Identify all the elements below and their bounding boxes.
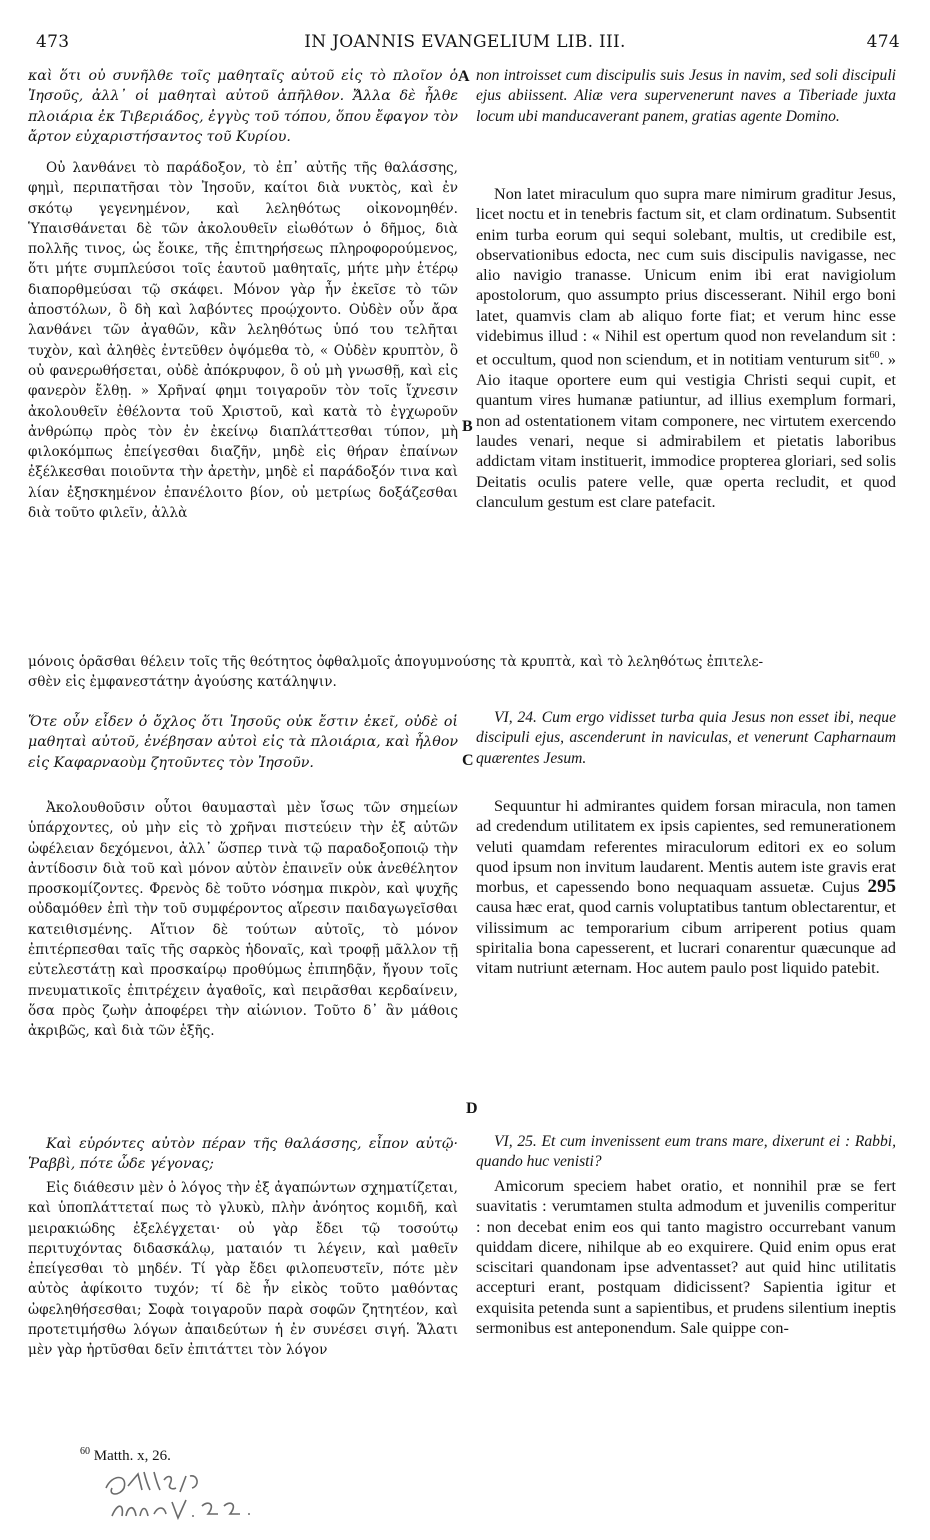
latin-commentary-1 (476, 184, 896, 512)
latin-commentary-2-text: Sequuntur hi admirantes quidem forsan miracula, non tamen ad credendum utilitatem ex ipsis capientes, sed remunerationem veluti quamdam referentes miraculorum editori ex eo solum quod ipsum non invitum laudarent. Mentis autem iste gravis erat morbus, et capessendo bono nequaquam assuetæ. Cujus (476, 797, 896, 897)
page-number-left: 473 (36, 32, 70, 52)
greek-verse-2: Ὅτε οὖν εἶδεν ὁ ὄχλος ὅτι Ἰησοῦς οὐκ ἔστιν ἐκεῖ, οὐδὲ οἱ μαθηταὶ αὐτοῦ, ἐνέβησαν αὐτοὶ εἰς τὰ πλοιάρια, καὶ ἦλθον εἰς Καφαρναοὺμ ζητοῦντες τὸν Ἰησοῦν. (28, 714, 458, 771)
greek-commentary-2: Ἀκολουθοῦσιν οὗτοι θαυμασταὶ μὲν ἴσως τῶν σημείων ὑπάρχοντες, οὐ μὴν εἰς τὸ χρῆναι πιστεύειν τὴν ἐξ αὐτῶν ὠφέλειαν δεχόμενοι, ἀλλ᾽ ὥσπερ τινὰ τῷ παραδοξοποιῷ τὴν ἀντίδοσιν διὰ τοῦ καὶ μόνον αὐτὸν ἐπαινεῖν οὐκ ἀνεθέλητον προσκομίζοντες. Φρενὸς δὲ τοῦτο νόσημα πικρὸν, καὶ ψυχῆς οὐδαμόθεν ἐπὶ τὴν τοῦ συμφέροντος αἵρεσιν παιδαγωγεῖσθαι κατειθισμένης. Αἴτιον δὲ τούτων αὐτοῖς, τὸ μόνον ἐπιτέρπεσθαι ταῖς τῆς σαρκὸς ἡδοναῖς, καὶ τροφῇ μᾶλλον τῇ εὐτελεστάτῃ καὶ προσκαίρῳ προθύμως ἐπιπηδᾷν, ἤγουν τοῖς πνευματικοῖς ἐπιτρέχειν ἀγαθοῖς, καὶ πειρᾶσθαι κερδαίνειν, ὅσα πρὸς ζωὴν ἀποφέρει τὴν αἰώνιον. Τοῦτο δ᾽ ἂν μάθοις ἀκριβῶς, καὶ διὰ τῶν ἑξῆς. (28, 800, 458, 1040)
greek-verse-3: Καὶ εὑρόντες αὐτὸν πέραν τῆς θαλάσσης, εἶπον αὐτῷ· Ῥαββὶ, πότε ὧδε γέγονας; (28, 1136, 458, 1173)
footnote (80, 1446, 171, 1465)
latin-commentary-1-continued: . » Aio itaque oportere eum qui vestigia Christi sequi cupit, et quantum vires humanæ patiuntur, ad illius exemplum formari, non ad ostentationem vitam componere, nec virtutem exercendo laudes venari, neque si admirabilem et pietatis laboribus addictam vitam instituerit, immodice propterea gloriari, sed solis Deitatis oculis patere velle, quæ operta recludit, et quod clanculum gestum est clare patefacit. (476, 350, 896, 511)
latin-commentary-1-text: Non latet miraculum quo supra mare nimirum graditur Jesus, licet noctu et in tenebris factum sit, et clam ordinatum. Subsentit enim turba eorum qui sequi solebant, multis, ut credibile est, observationibus edocta, nec cum suis discipulis navigasse, nec alio navigio tranasse. Unicum enim ibi erat navigiolum apostolorum, quo assumpto prius discesserant. Nihil ergo boni latet, quamvis clam ab aliquo forte fiat; et verum hinc esse videbimus illud : « Nihil est opertum quod non revelandum sit : et occultum, quod non sciendum, et in notitiam venturum sit (476, 185, 896, 369)
greek-commentary-3: Εἰς διάθεσιν μὲν ὁ λόγος τὴν ἐξ ἀγαπώντων σχηματίζεται, καὶ ὑποπλάττεταί πως τὸ γλυκὺ, πλὴν ἀνόητος κομιδῆ, καὶ μειρακιώδης ἐξελέγχεται· οὐ γὰρ ἔδει τῷ τοσούτῳ περιτυχόντας διδασκάλῳ, ματαιόν τι λέγειν, καὶ μαθεῖν ἐπείγεσθαι τὸ μηδέν. Τί γὰρ ἔδει φιλοπευστεῖν, πότε μὲν αὐτὸς ἀφίκοιτο τυχόν; τί δὲ ἦν εἰκὸς τοῦτο μαθόντας ὠφεληθήσεσθαι; Σοφὰ τοιγαροῦν παρὰ σοφῶν ζητητέον, καὶ προτετιμήσθω λόγων ἀπαιδεύτων ἡ ἐν συνέσει σιγή. Ἅλατι μὲν γὰρ ἠρτῦσθαι δεῖν ἐπιτάττει τὸν λόγον (28, 1180, 458, 1359)
page-number-right: 474 (866, 32, 900, 52)
running-header (30, 30, 900, 58)
latin-verse-3: VI, 25. Et cum invenissent eum trans mare, dixerunt ei : Rabbi, quando huc venisti? (476, 1133, 896, 1171)
greek-spanning-lines (28, 652, 904, 693)
latin-commentary-3: Amicorum speciem habet oratio, et nonnihil præ se fert suavitatis : verumtamen stulta admodum et juvenilis comperitur : non decebat enim eos qui tanto magistro occurrebant vanum quiddam dicere, nihilque ab eo exquirere. Quid enim opus erat sciscitari quandonam ipse adventasset? aut quid hinc utilitatis accepturi erant, postquam didicissent? Sapientia igitur et exquisita petenda sunt a sapientibus, et prudens silentium ineptis sermonibus est anteponendum. Sale quippe con- (476, 1177, 896, 1338)
footnote-number: 60 (80, 1446, 90, 1457)
margin-marker-d: D (466, 1100, 478, 1117)
margin-marker-b: B (462, 418, 473, 435)
latin-verse-1: non introisset cum discipulis suis Jesus in navim, sed soli discipuli ejus abiissent. Aliæ vera supervenerunt naves a Tiberiade juxta locum ubi manducaverant panem, gratias agente Domino. (476, 67, 896, 125)
footnote-text: Matth. x, 26. (93, 1448, 171, 1464)
latin-commentary-2-continued: causa hæc erat, quod carnis voluptatibus tantum oblectarentur, et vilissimum ac temporarium cibum arriperent potius quam spiritalia bona capesserent, et lucrari conarentur quæcunque ad vitam nutriunt æternam. Hoc autem paulo post liquido patebit. (476, 898, 896, 978)
margin-marker-c: C (462, 752, 474, 769)
greek-verse-1: καὶ ὅτι οὐ συνῆλθε τοῖς μαθηταῖς αὐτοῦ εἰς τὸ πλοῖον ὁ Ἰησοῦς, ἀλλ᾽ οἱ μαθηταὶ αὐτοῦ ἀπῆλθον. Ἄλλα δὲ ἦλθε πλοιάρια ἐκ Τιβεριάδος, ἐγγὺς τοῦ τόπου, ὅπου ἔφαγον τὸν ἄρτον εὐχαριστήσαντος τοῦ Κυρίου. (28, 68, 458, 145)
latin-commentary-2 (476, 796, 896, 979)
handwritten-annotation (98, 1466, 298, 1526)
footnote-reference: 60 (869, 350, 880, 362)
page-title: IN JOANNIS EVANGELIUM LIB. III. (304, 32, 626, 52)
latin-verse-2: VI, 24. Cum ergo vidisset turba quia Jesus non esset ibi, neque discipuli ejus, ascenderunt in naviculas, et venerunt Capharnaum quærentes Jesum. (476, 709, 896, 767)
migne-column-number: 295 (867, 876, 896, 898)
greek-spanning-line-2: σθὲν εἰς ἐμφανεστάτην ἀγούσης κατάληψιν. (28, 674, 337, 691)
greek-commentary-1: Οὐ λανθάνει τὸ παράδοξον, τὸ ἐπ᾽ αὐτῆς τῆς θαλάσσης, φημὶ, περιπατῆσαι τὸν Ἰησοῦν, καίτοι διὰ νυκτὸς, καὶ ἐν σκότῳ γεγενημένον, καὶ λεληθότως οἰκονομηθέν. Ὑπαισθάνεται δὲ τῶν ἀκολουθεῖν εἰωθότων ὁ δῆμος, διὰ πολλῆς τινος, ὡς ἔοικε, τῆς ἐπιτηρήσεως πληροφορούμενος, ὅτι μήτε συμπλεύσοι τοῖς ἑαυτοῦ μαθηταῖς, μήτε μὴν ἑτέρῳ διαπορθμεύσαι τῷ σκάφει. Μόνον γὰρ ἦν ἐκεῖσε τὸ τῶν ἀποστόλων, ὃ δὴ καὶ λαβόντες προῴχοντο. Οὐδὲν οὖν ἄρα λανθάνει τῶν ἀγαθῶν, κἂν λεληθότως ὑπό του τελῆται τυχὸν, καὶ ἀληθὲς ἐντεῦθεν ὀψόμεθα τὸ, « Οὐδὲν κρυπτὸν, ὃ οὐ φανερωθήσεται, οὐδὲ ἀπόκρυφον, ὃ οὐ μὴ γνωσθῇ, καὶ εἰς φανερὸν ἔλθῃ. » Χρῆναί φημι τοιγαροῦν τὸν τοῖς ἴχνεσιν ἀκολουθεῖν ἐθέλοντα τοῦ Χριστοῦ, καὶ κατὰ τὸ ἐγχωροῦν ἀνθρώπῳ πρὸς τὸν ἐν ἐκείνῳ διαπλάττεσθαι τύπον, μὴ φιλοκόμπως ἐπείγεσθαι διαζῆν, μηδὲ εἰς θήραν ἐπαίνων ἐξέλκεσθαι ποιοῦντα τὴν ἀρετὴν, μηδὲ εἰ παράδοξόν τινα καὶ λίαν ἐξησκημένον ἐπανέλοιτο βίον, οὐ μετρίως δοξάζεσθαι διὰ τοῦτο φιλεῖν, ἀλλὰ (28, 160, 458, 522)
greek-spanning-line-1: μόνοις ὁρᾶσθαι θέλειν τοῖς τῆς θεότητος ὀφθαλμοῖς ἀπογυμνούσης τὰ κρυπτὰ, καὶ τὸ λεληθότως ἐπιτελε- (28, 654, 764, 670)
margin-marker-a: A (458, 68, 470, 85)
